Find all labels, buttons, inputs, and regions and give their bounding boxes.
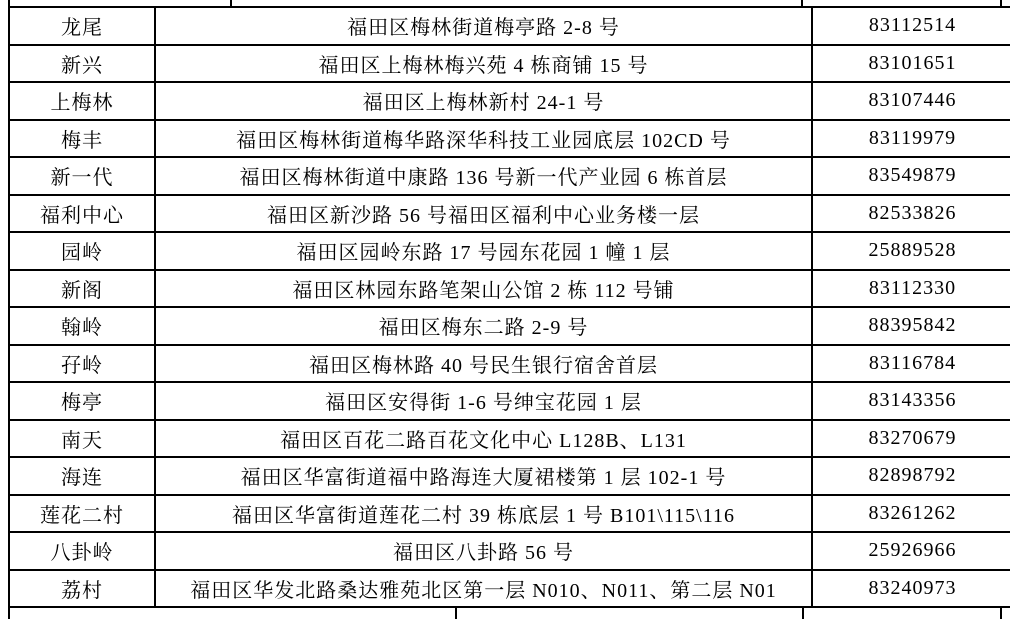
branch-table	[8, 6, 1010, 608]
table-row	[9, 420, 1010, 458]
table-row	[9, 457, 1010, 495]
branch-name-cell: 孖岭	[9, 345, 155, 383]
branch-address-cell: 福田区百花二路百花文化中心 L128B、L131	[155, 420, 812, 458]
table-row	[9, 570, 1010, 608]
table-row	[9, 307, 1010, 345]
partial-row-bottom	[8, 608, 1002, 619]
branch-phone-cell: 25926966	[812, 532, 1010, 570]
branch-phone-cell: 83240973	[812, 570, 1010, 608]
branch-phone-cell: 83270679	[812, 420, 1010, 458]
partial-cell	[10, 0, 232, 6]
branch-phone-cell: 83261262	[812, 495, 1010, 533]
branch-directory	[8, 0, 1002, 619]
branch-phone-cell: 83107446	[812, 82, 1010, 120]
branch-phone-cell: 83112514	[812, 7, 1010, 45]
branch-name-cell: 龙尾	[9, 7, 155, 45]
branch-address-cell: 福田区华发北路桑达雅苑北区第一层 N010、N011、第二层 N01	[155, 570, 812, 608]
branch-address-cell: 福田区梅林街道梅华路深华科技工业园底层 102CD 号	[155, 120, 812, 158]
table-row	[9, 7, 1010, 45]
partial-cell	[803, 0, 1000, 6]
branch-address-cell: 福田区八卦路 56 号	[155, 532, 812, 570]
branch-address-cell: 福田区上梅林新村 24-1 号	[155, 82, 812, 120]
branch-address-cell: 福田区安得街 1-6 号绅宝花园 1 层	[155, 382, 812, 420]
branch-name-cell: 新一代	[9, 157, 155, 195]
table-row	[9, 495, 1010, 533]
table-row	[9, 232, 1010, 270]
table-row	[9, 157, 1010, 195]
branch-name-cell: 福利中心	[9, 195, 155, 233]
branch-phone-cell: 83119979	[812, 120, 1010, 158]
branch-address-cell: 福田区园岭东路 17 号园东花园 1 幢 1 层	[155, 232, 812, 270]
branch-name-cell: 园岭	[9, 232, 155, 270]
table-row	[9, 345, 1010, 383]
branch-phone-cell: 82533826	[812, 195, 1010, 233]
branch-address-cell: 福田区新沙路 56 号福田区福利中心业务楼一层	[155, 195, 812, 233]
branch-phone-cell: 82898792	[812, 457, 1010, 495]
branch-address-cell: 福田区上梅林梅兴苑 4 栋商铺 15 号	[155, 45, 812, 83]
branch-name-cell: 八卦岭	[9, 532, 155, 570]
branch-name-cell: 梅丰	[9, 120, 155, 158]
partial-row-top	[8, 0, 1002, 6]
branch-address-cell: 福田区华富街道莲花二村 39 栋底层 1 号 B101\115\116	[155, 495, 812, 533]
table-row	[9, 82, 1010, 120]
branch-phone-cell: 88395842	[812, 307, 1010, 345]
branch-address-cell: 福田区梅东二路 2-9 号	[155, 307, 812, 345]
branch-name-cell: 荔村	[9, 570, 155, 608]
branch-name-cell: 上梅林	[9, 82, 155, 120]
branch-address-cell: 福田区华富街道福中路海连大厦裙楼第 1 层 102-1 号	[155, 457, 812, 495]
table-row	[9, 45, 1010, 83]
branch-phone-cell: 83101651	[812, 45, 1010, 83]
table-row	[9, 532, 1010, 570]
branch-phone-cell: 83116784	[812, 345, 1010, 383]
branch-name-cell: 海连	[9, 457, 155, 495]
partial-cell	[457, 608, 804, 619]
branch-phone-cell: 25889528	[812, 232, 1010, 270]
branch-phone-cell: 83549879	[812, 157, 1010, 195]
partial-cell	[232, 0, 803, 6]
branch-phone-cell: 83112330	[812, 270, 1010, 308]
table-row	[9, 120, 1010, 158]
branch-name-cell: 南天	[9, 420, 155, 458]
branch-address-cell: 福田区林园东路笔架山公馆 2 栋 112 号铺	[155, 270, 812, 308]
branch-name-cell: 新阁	[9, 270, 155, 308]
table-row	[9, 270, 1010, 308]
table-row	[9, 382, 1010, 420]
branch-address-cell: 福田区梅林街道梅亭路 2-8 号	[155, 7, 812, 45]
partial-cell	[10, 608, 457, 619]
branch-phone-cell: 83143356	[812, 382, 1010, 420]
branch-name-cell: 莲花二村	[9, 495, 155, 533]
branch-name-cell: 新兴	[9, 45, 155, 83]
partial-cell	[804, 608, 1000, 619]
branch-name-cell: 翰岭	[9, 307, 155, 345]
branch-name-cell: 梅亭	[9, 382, 155, 420]
branch-address-cell: 福田区梅林街道中康路 136 号新一代产业园 6 栋首层	[155, 157, 812, 195]
table-row	[9, 195, 1010, 233]
branch-address-cell: 福田区梅林路 40 号民生银行宿舍首层	[155, 345, 812, 383]
